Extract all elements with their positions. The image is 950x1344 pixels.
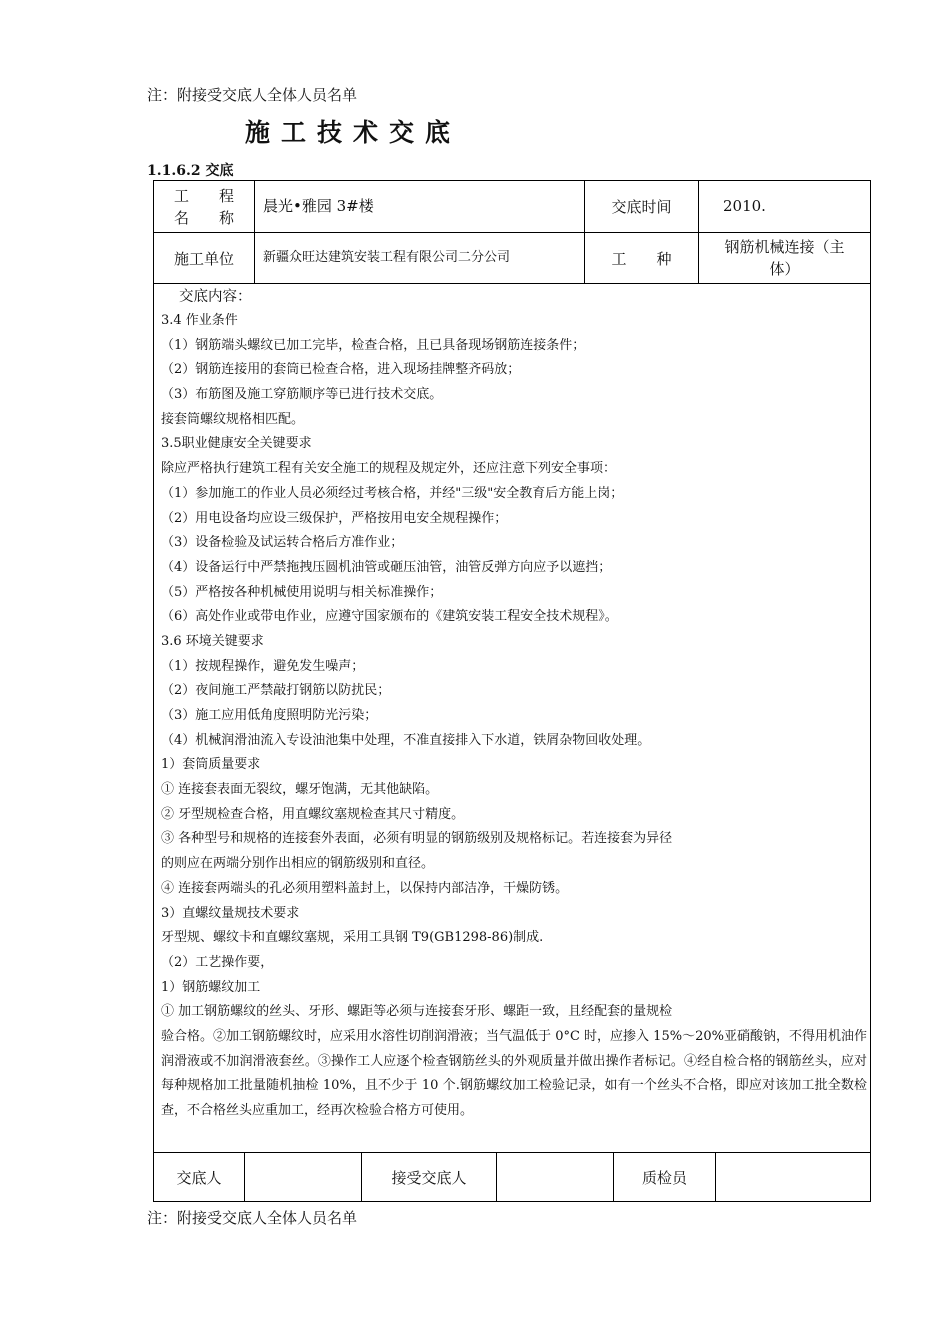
content-line: （2）钢筋连接用的套筒已检查合格，进入现场挂牌整齐码放； — [161, 362, 521, 378]
content-line: 除应严格执行建筑工程有关安全施工的规程及规定外，还应注意下列安全事项： — [161, 461, 617, 477]
section-number: 1.1.6.2 交底 — [147, 163, 234, 179]
content-line: （5）严格按各种机械使用说明与相关标准操作； — [161, 584, 443, 600]
content-line: （2）用电设备均应设三级保护，严格按用电安全规程操作； — [161, 510, 508, 526]
content-line: （6）高处作业或带电作业，应遵守国家颁布的《建筑安装工程安全技术规程》。 — [161, 609, 618, 625]
content-line: （3）设备检验及试运转合格后方准作业； — [161, 535, 404, 551]
note-top: 注：附接受交底人全体人员名单 — [147, 86, 358, 104]
construction-unit-label: 施工单位 — [173, 249, 234, 268]
content-line: （4）机械润滑油流入专设油池集中处理，不准直接排入下水道，铁屑杂物回收处理。 — [161, 732, 651, 748]
disclosure-date-value: 2010. — [723, 197, 766, 215]
content-line: 3.6 环境关键要求 — [161, 633, 264, 649]
content-line: （3）施工应用低角度照明防光污染； — [161, 708, 378, 723]
project-name-label-line2: 名 称 — [173, 208, 234, 227]
project-name-label-line1: 工 程 — [173, 186, 234, 205]
column-divider — [254, 180, 255, 283]
content-line: （1）参加施工的作业人员必须经过考核合格，并经"三级"安全教育后方能上岗； — [161, 485, 624, 501]
construction-unit-value: 新疆众旺达建筑安装工程有限公司二分公司 — [263, 250, 511, 265]
content-line: 3.5职业健康安全关键要求 — [161, 436, 312, 452]
content-line: 的则应在两端分别作出相应的钢筋级别和直径。 — [161, 856, 435, 872]
content-line: （2）夜间施工严禁敲打钢筋以防扰民； — [161, 683, 391, 699]
disclosure-date-label: 交底时间 — [611, 198, 672, 216]
trade-value-line1: 钢筋机械连接（主 — [724, 238, 845, 256]
row-divider — [153, 283, 871, 284]
inspector-value — [716, 1153, 870, 1202]
content-line: （1）钢筋端头螺纹已加工完毕，检查合格，且已具备现场钢筋连接条件； — [161, 337, 586, 353]
content-lines — [161, 309, 867, 1025]
project-name-value: 晨光•雅园 3#楼 — [263, 197, 374, 215]
project-name-label — [154, 181, 254, 232]
content-line: （3）布筋图及施工穿筋顺序等已进行技术交底。 — [161, 387, 443, 403]
content-line: （4）设备运行中严禁拖拽压圆机油管或砸压油管，油管反弹方向应予以遮挡； — [161, 559, 612, 575]
content-line: 1）钢筋螺纹加工 — [161, 979, 261, 995]
note-bottom: 注：附接受交底人全体人员名单 — [147, 1209, 358, 1227]
content-line: ① 连接套表面无裂纹，螺牙饱满，无其他缺陷。 — [161, 782, 439, 798]
trade-value — [699, 233, 870, 283]
content-line: （1）按规程操作，避免发生噪声； — [161, 658, 365, 674]
content-line: 牙型规、螺纹卡和直螺纹塞规，采用工具钢 T9(GB1298-86)制成. — [161, 930, 544, 946]
trade-value-line2: 体） — [769, 260, 800, 278]
content-line: ④ 连接套两端头的孔必须用塑料盖封上，以保持内部洁净，干燥防锈。 — [161, 880, 569, 896]
trade-label: 工 种 — [611, 249, 672, 268]
content-line: 3）直螺纹量规技术要求 — [161, 905, 300, 921]
content-line: ② 牙型规检查合格，用直螺纹塞规检查其尺寸精度。 — [161, 806, 465, 822]
content-line: 1）套筒质量要求 — [161, 757, 261, 773]
disclosure-content — [161, 285, 867, 1124]
inspector-label: 质检员 — [641, 1169, 687, 1187]
page-title: 施工技术交底 — [245, 118, 462, 147]
content-line: 接套筒螺纹规格相匹配。 — [161, 411, 305, 427]
receiver-label: 接受交底人 — [391, 1169, 467, 1187]
receiver-value — [497, 1153, 613, 1202]
discloser-value — [245, 1153, 361, 1202]
content-line: ③ 各种型号和规格的连接套外表面，必须有明显的钢筋级别及规格标记。若连接套为异径 — [161, 831, 673, 847]
content-paragraph: 验合格。②加工钢筋螺纹时，应采用水溶性切削润滑液；当气温低于 0°C 时，应掺入 15%～20%亚硝酸钠，不得用机油作润滑液或不加润滑液套丝。③操作工人应逐个检查钢筋丝头的外观质量并做出操作者标记。④经自检合格的钢筋丝头，应对每种规格加工批量随机抽检 10%，且不少于 10 个.钢筋螺纹加工检验记录，如有一个丝头不合格，即应对该加工批全数检查，不合格丝头应重加工，经再次检验合格方可使用。 — [161, 1028, 867, 1119]
content-line: 3.4 作业条件 — [161, 313, 238, 328]
content-line: ① 加工钢筋螺纹的丝头、牙形、螺距等必须与连接套牙形、螺距一致，且经配套的量规检 — [161, 1004, 673, 1020]
content-heading: 交底内容： — [179, 289, 252, 305]
content-line: （2）工艺操作要， — [161, 954, 274, 970]
discloser-label: 交底人 — [176, 1169, 222, 1187]
